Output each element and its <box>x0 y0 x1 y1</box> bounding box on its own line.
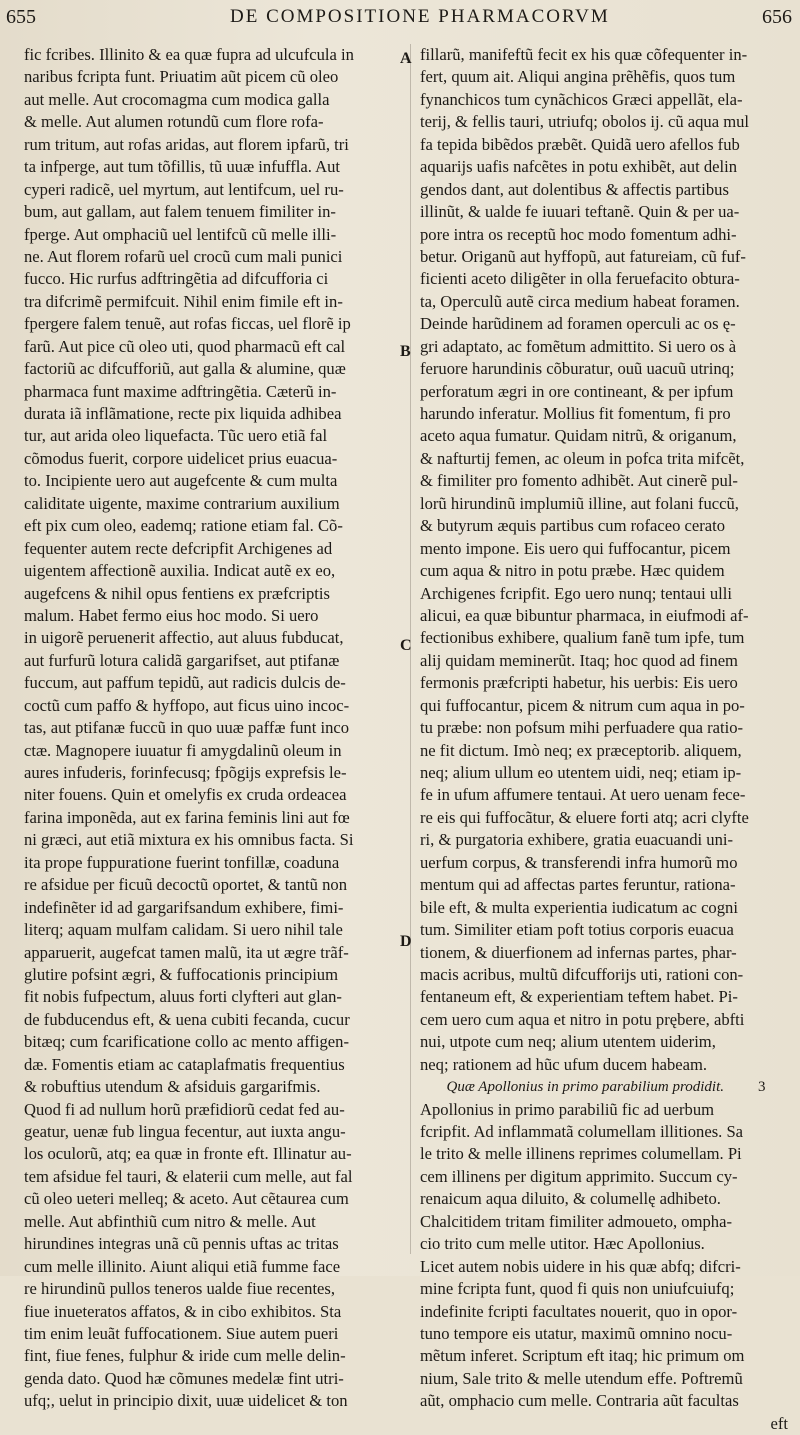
text-line: fint, fiue fenes, fulphur & iride cum melle delin- <box>24 1346 346 1366</box>
text-line: Quod fi ad nullum horũ præfidiorũ cedat fed au- <box>24 1099 345 1119</box>
text-line: Chalcitidem tritam fimiliter admoueto, ompha- <box>420 1211 732 1231</box>
text-line: cum aqua & nitro in potu præbe. Hæc quidem <box>420 561 725 581</box>
text-line: nium, Sale trito & melle utendum effe. Poftremũ <box>420 1368 743 1388</box>
left-page-number: 655 <box>6 6 36 28</box>
text-line: re eis qui fuffocãtur, & eluere forti atq; acri clyfte <box>420 807 749 827</box>
text-line: fert, quum ait. Aliqui angina prẽhẽfis, quos tum <box>420 67 736 87</box>
text-line: cõmodus fuerit, corpore uidelicet prius euacua- <box>24 448 338 468</box>
text-line: neq; alium ullum eo utentem uidi, neq; etiam ip- <box>420 763 742 782</box>
text-line: eft pix cum oleo, eademq; ratione etiam fal. Cõ- <box>24 516 343 536</box>
catchword: eft <box>770 1413 788 1433</box>
margin-letter-c: C <box>400 637 412 654</box>
text-line: alij quidam meminerũt. Itaq; hoc quod ad finem <box>420 650 738 670</box>
text-line: fe in ufum affumere tentaui. At uero uenam fece- <box>420 785 746 805</box>
text-line: uigentem affectionẽ auxilia. Indicat autẽ ex eo, <box>24 561 336 581</box>
text-line: pore intra os receptũ hoc modo fomentum adhi- <box>420 224 737 244</box>
text-line: & fimiliter pro fomento adhibẽt. Aut cinerẽ pul- <box>420 471 738 491</box>
text-line: glutire pofsint ægri, & fuffocationis principium <box>24 964 339 984</box>
text-line: feruore harundinis cõburatur, ouũ uacuũ utrinq; <box>420 359 735 379</box>
section-number: 3 <box>758 1079 766 1096</box>
text-line: farũ. Aut pice cũ oleo uti, quod pharmacũ eft cal <box>24 336 346 356</box>
text-line: alicui, ea quæ bibuntur pharmaca, in eiufmodi af- <box>420 605 749 625</box>
text-line: fit nobis fufpectum, aluus forti clyfteri aut glan- <box>24 987 342 1007</box>
text-line: tra difcrimẽ permifcuit. Nihil enim fimile eft in- <box>24 291 343 311</box>
text-line: fucco. Hic rurfus adftringẽtia ad difcufforia ci <box>24 269 329 289</box>
text-line: fentaneum eft, & experientiam teftem habet. Pi- <box>420 987 738 1007</box>
text-line: melle. Aut abfinthiũ cum nitro & melle. Aut <box>24 1211 316 1231</box>
text-line: ufq;, uelut in principio dixit, uuæ uidelicet & ton <box>24 1391 348 1411</box>
right-page-number: 656 <box>762 6 792 28</box>
text-line: aut melle. Aut crocomagma cum modica galla <box>24 89 330 109</box>
text-line: cem uero cum aqua et nitro in potu prębere, abfti <box>420 1009 745 1029</box>
text-line: pharmaca funt maxime adftringẽtia. Cæterũ in- <box>24 381 337 401</box>
text-line: re hirundinũ pullos teneros ualde fiue recentes, <box>24 1279 336 1299</box>
text-line: geatur, uenæ fub lingua fecentur, aut iuxta angu- <box>24 1122 346 1141</box>
text-line: & robuftius utendum & afsiduis gargarifmis. <box>24 1077 321 1097</box>
text-line: fpergere falem tenuẽ, aut rofas ficcas, uel florẽ ip <box>24 314 351 334</box>
text-line: fectionibus exhibere, qualium fanẽ tum ipfe, tum <box>420 628 745 648</box>
page-header <box>0 0 800 40</box>
section-heading <box>420 1076 792 1098</box>
text-line: tur, aut arida oleo liquefacta. Tũc uero etiã fal <box>24 426 328 446</box>
text-line: cem illinens per digitum apprimito. Succum cy- <box>420 1166 738 1186</box>
text-line: ta, Operculũ autẽ circa medium habeat foramen. <box>420 291 740 311</box>
text-line: & butyrum æquis partibus cum rofaceo cerato <box>420 516 726 536</box>
right-column-body <box>420 44 792 1076</box>
text-line: qui fuffocantur, picem & nitrum cum aqua in po- <box>420 695 745 715</box>
text-line: augefcens & nihil opus fentiens ex præfcriptis <box>24 583 330 603</box>
text-line: tionem, & diuerfionem ad infernas partes, phar- <box>420 942 737 962</box>
text-line: tas, aut ptifanæ fuccũ in quo uuæ paffæ funt inco <box>24 718 350 738</box>
text-line: le trito & melle illinens reprimes columellam. Pi <box>420 1144 742 1164</box>
text-line: de fubducendus eft, & uena cubiti fecanda, cucur <box>24 1009 350 1029</box>
text-line: nui, utpote cum neq; alium utentem uiderim, <box>420 1032 716 1052</box>
text-line: aceto aqua fumatur. Quidam nitrũ, & origanum, <box>420 426 737 446</box>
text-line: fic fcribes. Illinito & ea quæ fupra ad ulcufcula in <box>24 45 354 64</box>
text-line: ita prope fuppuratione fuerint tonfillæ, coaduna <box>24 852 340 872</box>
text-line: bum, aut gallam, aut falem tenuem fimiliter in- <box>24 202 336 222</box>
text-line: caliditate uigente, maxime contrarium auxilium <box>24 493 340 513</box>
margin-letter-b: B <box>400 343 411 360</box>
text-line: tuno tempore eis utatur, maximũ omnino nocu- <box>420 1323 733 1343</box>
text-line: Licet autem nobis uidere in his quæ abfq; difcri- <box>420 1256 741 1276</box>
text-line: cio trito cum melle utitor. Hæc Apollonius. <box>420 1234 705 1254</box>
text-line: aũt, omphacio cum melle. Contraria aũt facultas <box>420 1391 739 1411</box>
text-line: betur. Origanũ aut hyffopũ, aut fatureiam, cũ fuf- <box>420 246 746 266</box>
text-line: Apollonius in primo parabiliũ fic ad uerbum <box>420 1099 715 1119</box>
text-line: to. Incipiente uero aut augefcente & cum multa <box>24 471 338 491</box>
text-line: in uigorẽ peruenerit affectio, aut aluus fubducat, <box>24 628 344 648</box>
text-line: farina imponẽda, aut ex farina feminis lini aut fœ <box>24 807 350 827</box>
text-line: illinũt, & ualde fe iuuari teftanẽ. Quin & per ua- <box>420 202 740 222</box>
text-line: ta infperge, aut tum tõfillis, tũ uuæ infuffla. Aut <box>24 157 341 177</box>
text-line: durata iã inflãmatione, recte pix liquida adhibea <box>24 404 342 423</box>
text-line: fillarũ, manifeftũ fecit ex his quæ cõfequenter in- <box>420 45 748 64</box>
text-line: tim enim leuãt fuffocationem. Siue autem pueri <box>24 1323 339 1343</box>
text-line: bitæq; cum fcarificatione collo ac mento affigen- <box>24 1032 349 1052</box>
text-line: lorũ hirundinũ implumiũ illine, aut folani fuccũ, <box>420 493 739 513</box>
text-line: los oculorũ, atq; ea quæ in fronte eft. Illinatur au- <box>24 1144 352 1164</box>
text-line: aures infuderis, forinfecusq; fpõgijs exprefsis le- <box>24 763 347 782</box>
text-line: niter fouens. Quin et omelyfis ex cruda ordeacea <box>24 785 347 805</box>
text-line: ne. Aut florem rofarũ uel crocũ cum mali punici <box>24 246 343 266</box>
text-line: perforatum ægri in ore contineant, & per ipfum <box>420 381 734 401</box>
text-line: & melle. Aut alumen rotundũ cum flore rofa- <box>24 112 324 132</box>
text-line: neq; rationem ad hũc ufum ducem habeam. <box>420 1054 708 1074</box>
text-line: fynanchicos tum cynãchicos Græci appellãt, ela- <box>420 89 743 109</box>
text-line: fuccum, aut paffum tepidũ, aut radicis dulcis de- <box>24 673 346 693</box>
text-line: coctũ cum paffo & hyffopo, aut ficus uino incoc- <box>24 695 350 715</box>
text-line: ficienti aceto diligẽter in olla feruefacito obtura- <box>420 269 740 289</box>
text-line: cyperi radicẽ, uel myrtum, aut lentifcum, uel ru- <box>24 179 344 199</box>
text-line: cũ oleo ueteri melleq; & aceto. Aut cẽtaurea cum <box>24 1189 349 1209</box>
text-line: indefinẽter id ad gargarifsandum exhibere, fimi- <box>24 897 344 917</box>
text-line: aut furfurũ lotura calidã gargarifset, aut ptifanæ <box>24 650 340 670</box>
running-head: DE COMPOSITIONE PHARMACORVM <box>230 6 610 27</box>
text-line: mine fcripta funt, quod fi quis non uniufcuiufq; <box>420 1279 735 1299</box>
text-line: literq; aquam mulfam calidam. Si uero nihil tale <box>24 920 343 940</box>
text-line: apparuerit, augefcat tamen malũ, ita ut ægre trãf- <box>24 942 349 962</box>
text-line: aquarijs uafis nafcẽtes in potu exhibẽt, aut delin <box>420 157 738 177</box>
text-line: ctæ. Magnopere iuuatur fi amygdalinũ oleum in <box>24 740 342 760</box>
text-line: macis acribus, multũ difcufforijs uti, rationi con- <box>420 964 744 984</box>
text-line: mẽtum inferet. Scriptum eft itaq; hic primum om <box>420 1346 745 1366</box>
text-line: fa tepida bibẽdos præbẽt. Quidã uero afellos fub <box>420 134 740 154</box>
text-line: malum. Habet fermo eius hoc modo. Si uero <box>24 605 319 625</box>
text-line: uerfum corpus, & transferendi infra humorũ mo <box>420 852 738 872</box>
text-line: fequenter autem recte defcripfit Archigenes ad <box>24 538 333 558</box>
text-line: genda dato. Quod hæ cõmunes medelæ fint utri- <box>24 1368 344 1388</box>
text-line: tem afsidue fel tauri, & elaterii cum melle, aut fal <box>24 1166 353 1186</box>
right-column-continuation <box>420 1099 792 1413</box>
text-line: hirundines integras unã cũ pennis uftas ac tritas <box>24 1234 339 1254</box>
text-line: renaicum aqua diluito, & columellę adhibeto. <box>420 1189 721 1209</box>
text-line: ne fit dictum. Imò neq; ex præceptorib. aliquem, <box>420 740 742 760</box>
left-text-column <box>24 44 396 1413</box>
text-line: gri adaptato, ac fomẽtum admittito. Si uero os à <box>420 336 737 356</box>
text-line: Deinde harũdinem ad foramen operculi ac os ę- <box>420 314 736 334</box>
text-line: bile eft, & multa experientia iudicatum ac cogni <box>420 897 738 917</box>
text-line: indefinite fcripti facultates nouerit, quo in opor- <box>420 1301 738 1321</box>
right-text-column <box>420 44 792 1435</box>
text-line: cum melle illinito. Aiunt aliqui etiã fumme face <box>24 1256 341 1276</box>
text-line: gendos dant, aut dolentibus & affectis partibus <box>420 179 729 199</box>
text-line: harundo inferatur. Mollius fit fomentum, fi pro <box>420 404 731 423</box>
text-line: fcripfit. Ad inflammatã columellam illitiones. Sa <box>420 1122 744 1141</box>
text-line: re afsidue per ficuũ decoctũ oportet, & tantũ non <box>24 875 348 895</box>
text-line: ri, & purgatoria exhibere, gratia euacuandi uni- <box>420 830 734 850</box>
text-line: factoriũ ac difcufforiũ, aut galla & alumine, quæ <box>24 359 346 379</box>
text-line: dæ. Fomentis etiam ac cataplafmatis frequentius <box>24 1054 345 1074</box>
text-line: fiue inueteratos affatos, & in cibo exhibitos. Sta <box>24 1301 342 1321</box>
text-line: fermonis præfcripti habetur, his uerbis: Eis uero <box>420 673 738 693</box>
text-line: tum. Similiter etiam poft totius corporis euacua <box>420 920 734 940</box>
text-line: fperge. Aut omphaciũ uel lentifcũ cũ melle illi- <box>24 224 337 244</box>
text-line: ni græci, aut etiã mixtura ex his omnibus facta. Si <box>24 830 354 850</box>
text-line: mento impone. Eis uero qui fuffocantur, picem <box>420 538 731 558</box>
text-line: mentum qui ad affectas partes feruntur, rationa- <box>420 875 736 895</box>
section-heading-text: Quæ Apollonius in primo parabilium prodidit. <box>446 1079 725 1096</box>
text-line: tu præbe: non pofsum mihi perfuadere qua ratio- <box>420 718 744 738</box>
text-line: & nafturtij femen, ac oleum in pofca trita mifcẽt, <box>420 448 745 468</box>
text-line: rum tritum, aut rofas aridas, aut florem ipfarũ, tri <box>24 134 349 154</box>
margin-letter-d: D <box>400 933 412 950</box>
text-line: naribus fcripta funt. Priuatim aũt picem cũ oleo <box>24 67 339 87</box>
text-line: terij, & fellis tauri, utriufq; obolos ij. cũ aqua mul <box>420 112 750 132</box>
text-line: Archigenes fcripfit. Ego uero nunq; tentaui ulli <box>420 583 732 603</box>
margin-letter-a: A <box>400 50 412 67</box>
